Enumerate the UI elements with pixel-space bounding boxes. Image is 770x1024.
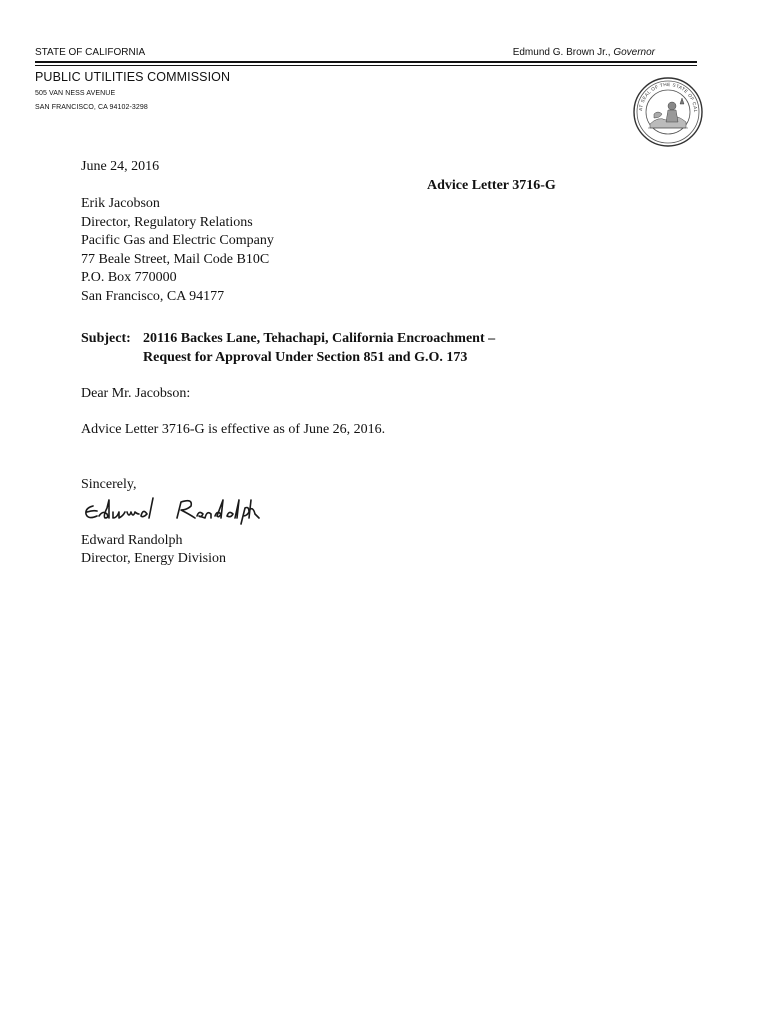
- agency-city: SAN FRANCISCO, CA 94102-3298: [35, 104, 148, 111]
- subject-block: [81, 330, 495, 367]
- subject-line-1: 20116 Backes Lane, Tehachapi, California Encroachment –: [143, 331, 496, 346]
- governor-title: Governor: [613, 47, 655, 58]
- letterhead-top: [35, 47, 655, 61]
- closing: Sincerely,: [81, 477, 137, 492]
- state-seal-icon: [632, 76, 704, 148]
- signature-text: Edward Randolph: [81, 525, 89, 526]
- recipient-company: Pacific Gas and Electric Company: [81, 233, 274, 248]
- agency-street: 505 VAN NESS AVENUE: [35, 90, 116, 97]
- signer-name: Edward Randolph: [81, 533, 183, 548]
- letter-date: June 24, 2016: [81, 159, 160, 174]
- subject-label: Subject:: [81, 331, 131, 346]
- subject-line-2: Request for Approval Under Section 851 and G.O. 173: [143, 349, 468, 365]
- recipient-title: Director, Regulatory Relations: [81, 214, 253, 230]
- recipient-name: Erik Jacobson: [81, 196, 160, 211]
- body-paragraph: Advice Letter 3716-G is effective as of June 26, 2016.: [81, 422, 386, 437]
- handwritten-signature: [81, 496, 266, 526]
- recipient-address: [81, 195, 274, 306]
- seal-text: AT SEAL OF THE STATE OF CAL: [637, 81, 699, 113]
- governor-line: [513, 47, 655, 58]
- header-rule-thick: [35, 61, 697, 63]
- signer-title: Director, Energy Division: [81, 551, 226, 566]
- recipient-po-box: P.O. Box 770000: [81, 270, 177, 285]
- recipient-city: San Francisco, CA 94177: [81, 288, 225, 304]
- salutation: Dear Mr. Jacobson:: [81, 386, 191, 401]
- governor-name: Edmund G. Brown Jr.,: [512, 47, 614, 58]
- recipient-street: 77 Beale Street, Mail Code B10C: [81, 251, 270, 267]
- agency-name: PUBLIC UTILITIES COMMISSION: [35, 70, 231, 84]
- advice-letter-reference: Advice Letter 3716-G: [427, 178, 556, 193]
- header-rule-thin: [35, 65, 697, 66]
- state-name: STATE OF CALIFORNIA: [35, 47, 146, 58]
